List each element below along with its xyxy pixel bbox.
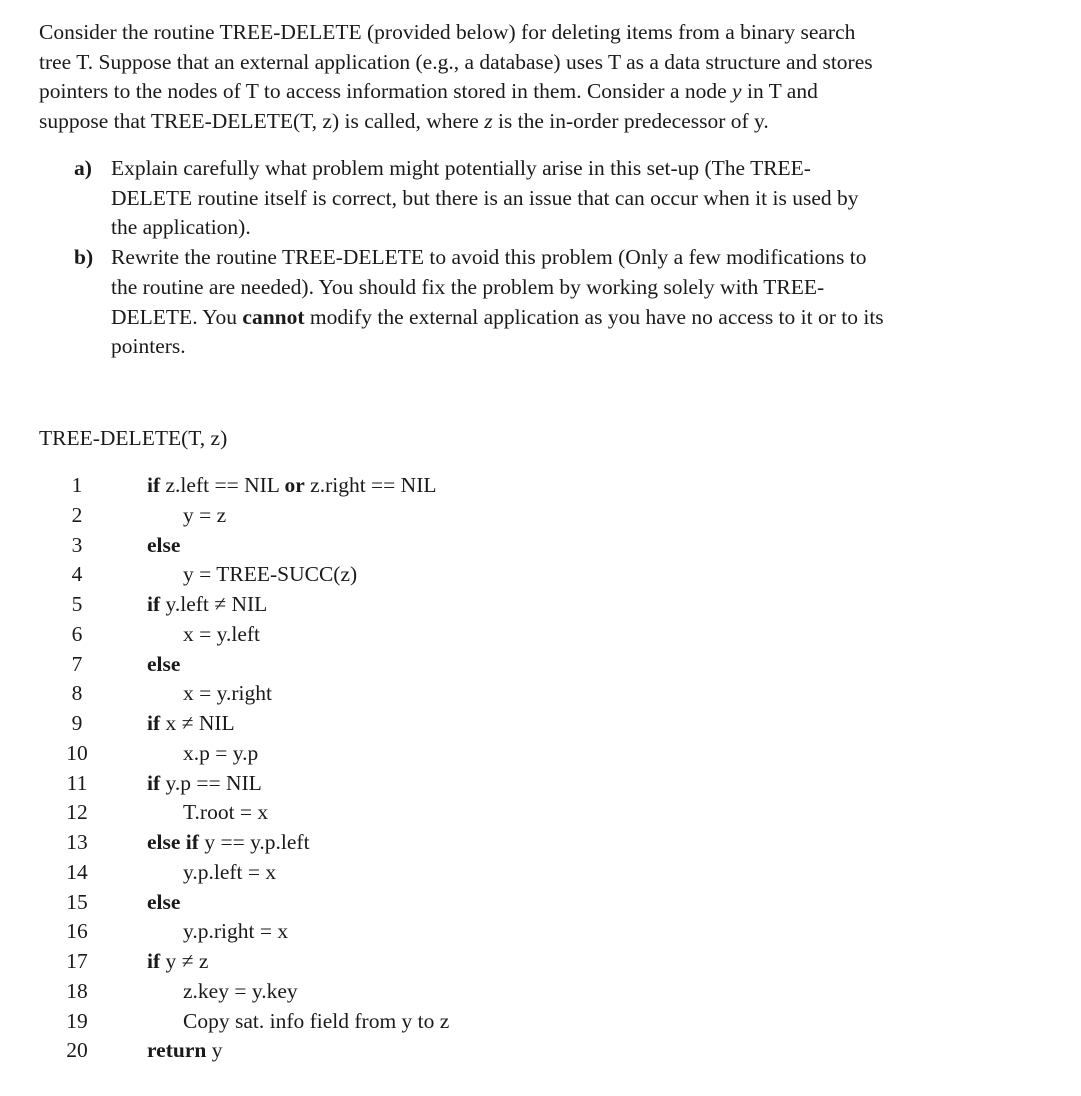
code-text: y == y.p.left (198, 830, 310, 854)
line-number: 13 (66, 830, 88, 854)
code-line (0, 739, 1081, 769)
question-list (74, 154, 1034, 362)
line-number: 20 (66, 1038, 88, 1063)
intro-line-2: tree T. Suppose that an external application (e.g., a database) uses T as a data structure and stores (39, 49, 873, 74)
code-statement (147, 709, 235, 739)
code-statement (147, 531, 180, 561)
code-line (0, 977, 1081, 1007)
code-keyword: if (147, 770, 161, 795)
code-statement (183, 858, 276, 888)
code-statement (183, 798, 268, 828)
code-line (0, 709, 1081, 739)
code-statement (147, 947, 208, 977)
code-line (0, 858, 1081, 888)
line-number: 14 (66, 859, 88, 884)
line-number: 1 (71, 473, 83, 497)
code-text: y ≠ z (160, 949, 209, 973)
line-number: 8 (71, 681, 83, 706)
code-line (0, 1007, 1081, 1037)
line-number: 6 (71, 621, 83, 646)
code-keyword: if (147, 711, 161, 735)
code-statement (183, 679, 272, 709)
code-statement (147, 590, 267, 620)
problem-intro (39, 18, 1039, 137)
code-text: x ≠ NIL (160, 711, 235, 735)
code-line (0, 650, 1081, 680)
code-text: y (206, 1038, 223, 1063)
line-number: 11 (66, 770, 88, 795)
code-statement (183, 1007, 449, 1037)
code-text: z.key = y.key (183, 978, 298, 1003)
question-a (74, 154, 1034, 243)
code-line (0, 888, 1081, 918)
code-line (0, 798, 1081, 828)
line-number: 7 (71, 651, 83, 676)
code-statement (183, 917, 288, 947)
line-number: 15 (66, 889, 88, 914)
code-text: T.root = x (183, 800, 269, 825)
code-line (0, 917, 1081, 947)
code-text: y.p.left = x (183, 859, 277, 884)
code-statement (147, 828, 310, 858)
code-text: x = y.left (183, 621, 261, 646)
code-keyword: else (147, 651, 181, 676)
code-line (0, 1036, 1081, 1066)
question-a-line: Explain carefully what problem might potentially arise in this set-up (The TREE- (111, 156, 811, 180)
code-text: z.left == NIL (160, 473, 285, 497)
intro-line-3: pointers to the nodes of T to access information stored in them. Consider a node y in T and (39, 79, 818, 104)
code-line (0, 560, 1081, 590)
code-keyword: else (147, 889, 181, 914)
code-statement (147, 888, 180, 918)
pseudocode-listing (0, 471, 1081, 1066)
line-number: 18 (66, 978, 88, 1003)
code-text: x = y.right (183, 681, 272, 706)
intro-line-1: Consider the routine TREE-DELETE (provided below) for deleting items from a binary search (39, 20, 856, 44)
code-line (0, 947, 1081, 977)
line-number: 16 (66, 919, 88, 944)
line-number: 17 (66, 949, 88, 973)
code-keyword: if (147, 592, 161, 616)
code-keyword: or (284, 473, 305, 497)
line-number: 2 (71, 502, 83, 527)
code-text: y.left ≠ NIL (160, 592, 268, 616)
code-text: y = TREE-SUCC(z) (183, 562, 358, 587)
question-b-line: Rewrite the routine TREE-DELETE to avoid this problem (Only a few modifications to (111, 245, 867, 270)
code-text: y = z (183, 502, 227, 527)
question-a-line: DELETE routine itself is correct, but there is an issue that can occur when it is used by (111, 185, 859, 210)
code-line (0, 471, 1081, 501)
question-b-line: the routine are needed). You should fix the problem by working solely with TREE- (111, 274, 825, 299)
code-statement (183, 739, 258, 769)
question-a-line: the application). (111, 215, 251, 240)
function-title: TREE-DELETE(T, z) (39, 426, 228, 450)
line-number: 19 (66, 1008, 88, 1033)
code-line (0, 501, 1081, 531)
code-statement (147, 1036, 222, 1066)
code-keyword: if (147, 473, 161, 497)
code-keyword: else if (147, 830, 199, 854)
code-line (0, 679, 1081, 709)
intro-line-4: suppose that TREE-DELETE(T, z) is called, where z is the in-order predecessor of y. (39, 109, 769, 134)
question-b-line: DELETE. You cannot modify the external application as you have no access to it or to its (111, 304, 884, 329)
question-b-line: pointers. (111, 334, 186, 359)
code-text: y.p.right = x (183, 919, 289, 944)
question-a-label: a) (74, 156, 92, 180)
code-statement (147, 769, 262, 799)
code-statement (183, 977, 298, 1007)
code-line (0, 531, 1081, 561)
question-b (74, 243, 1034, 362)
code-keyword: return (147, 1038, 207, 1063)
code-text: x.p = y.p (183, 740, 259, 765)
code-statement (147, 650, 180, 680)
code-keyword: else (147, 532, 181, 557)
line-number: 4 (71, 562, 83, 587)
line-number: 9 (71, 711, 83, 735)
code-keyword: if (147, 949, 161, 973)
question-b-label: b) (74, 245, 94, 270)
code-line (0, 828, 1081, 858)
code-text: y.p == NIL (160, 770, 262, 795)
code-text: z.right == NIL (304, 473, 437, 497)
code-statement (183, 560, 357, 590)
code-statement (183, 620, 260, 650)
code-text: Copy sat. info field from y to z (183, 1008, 450, 1033)
line-number: 5 (71, 592, 83, 616)
line-number: 10 (66, 740, 88, 765)
line-number: 12 (66, 800, 88, 825)
code-line (0, 620, 1081, 650)
code-line (0, 769, 1081, 799)
code-line (0, 590, 1081, 620)
code-statement (147, 471, 437, 501)
line-number: 3 (71, 532, 83, 557)
code-statement (183, 501, 226, 531)
